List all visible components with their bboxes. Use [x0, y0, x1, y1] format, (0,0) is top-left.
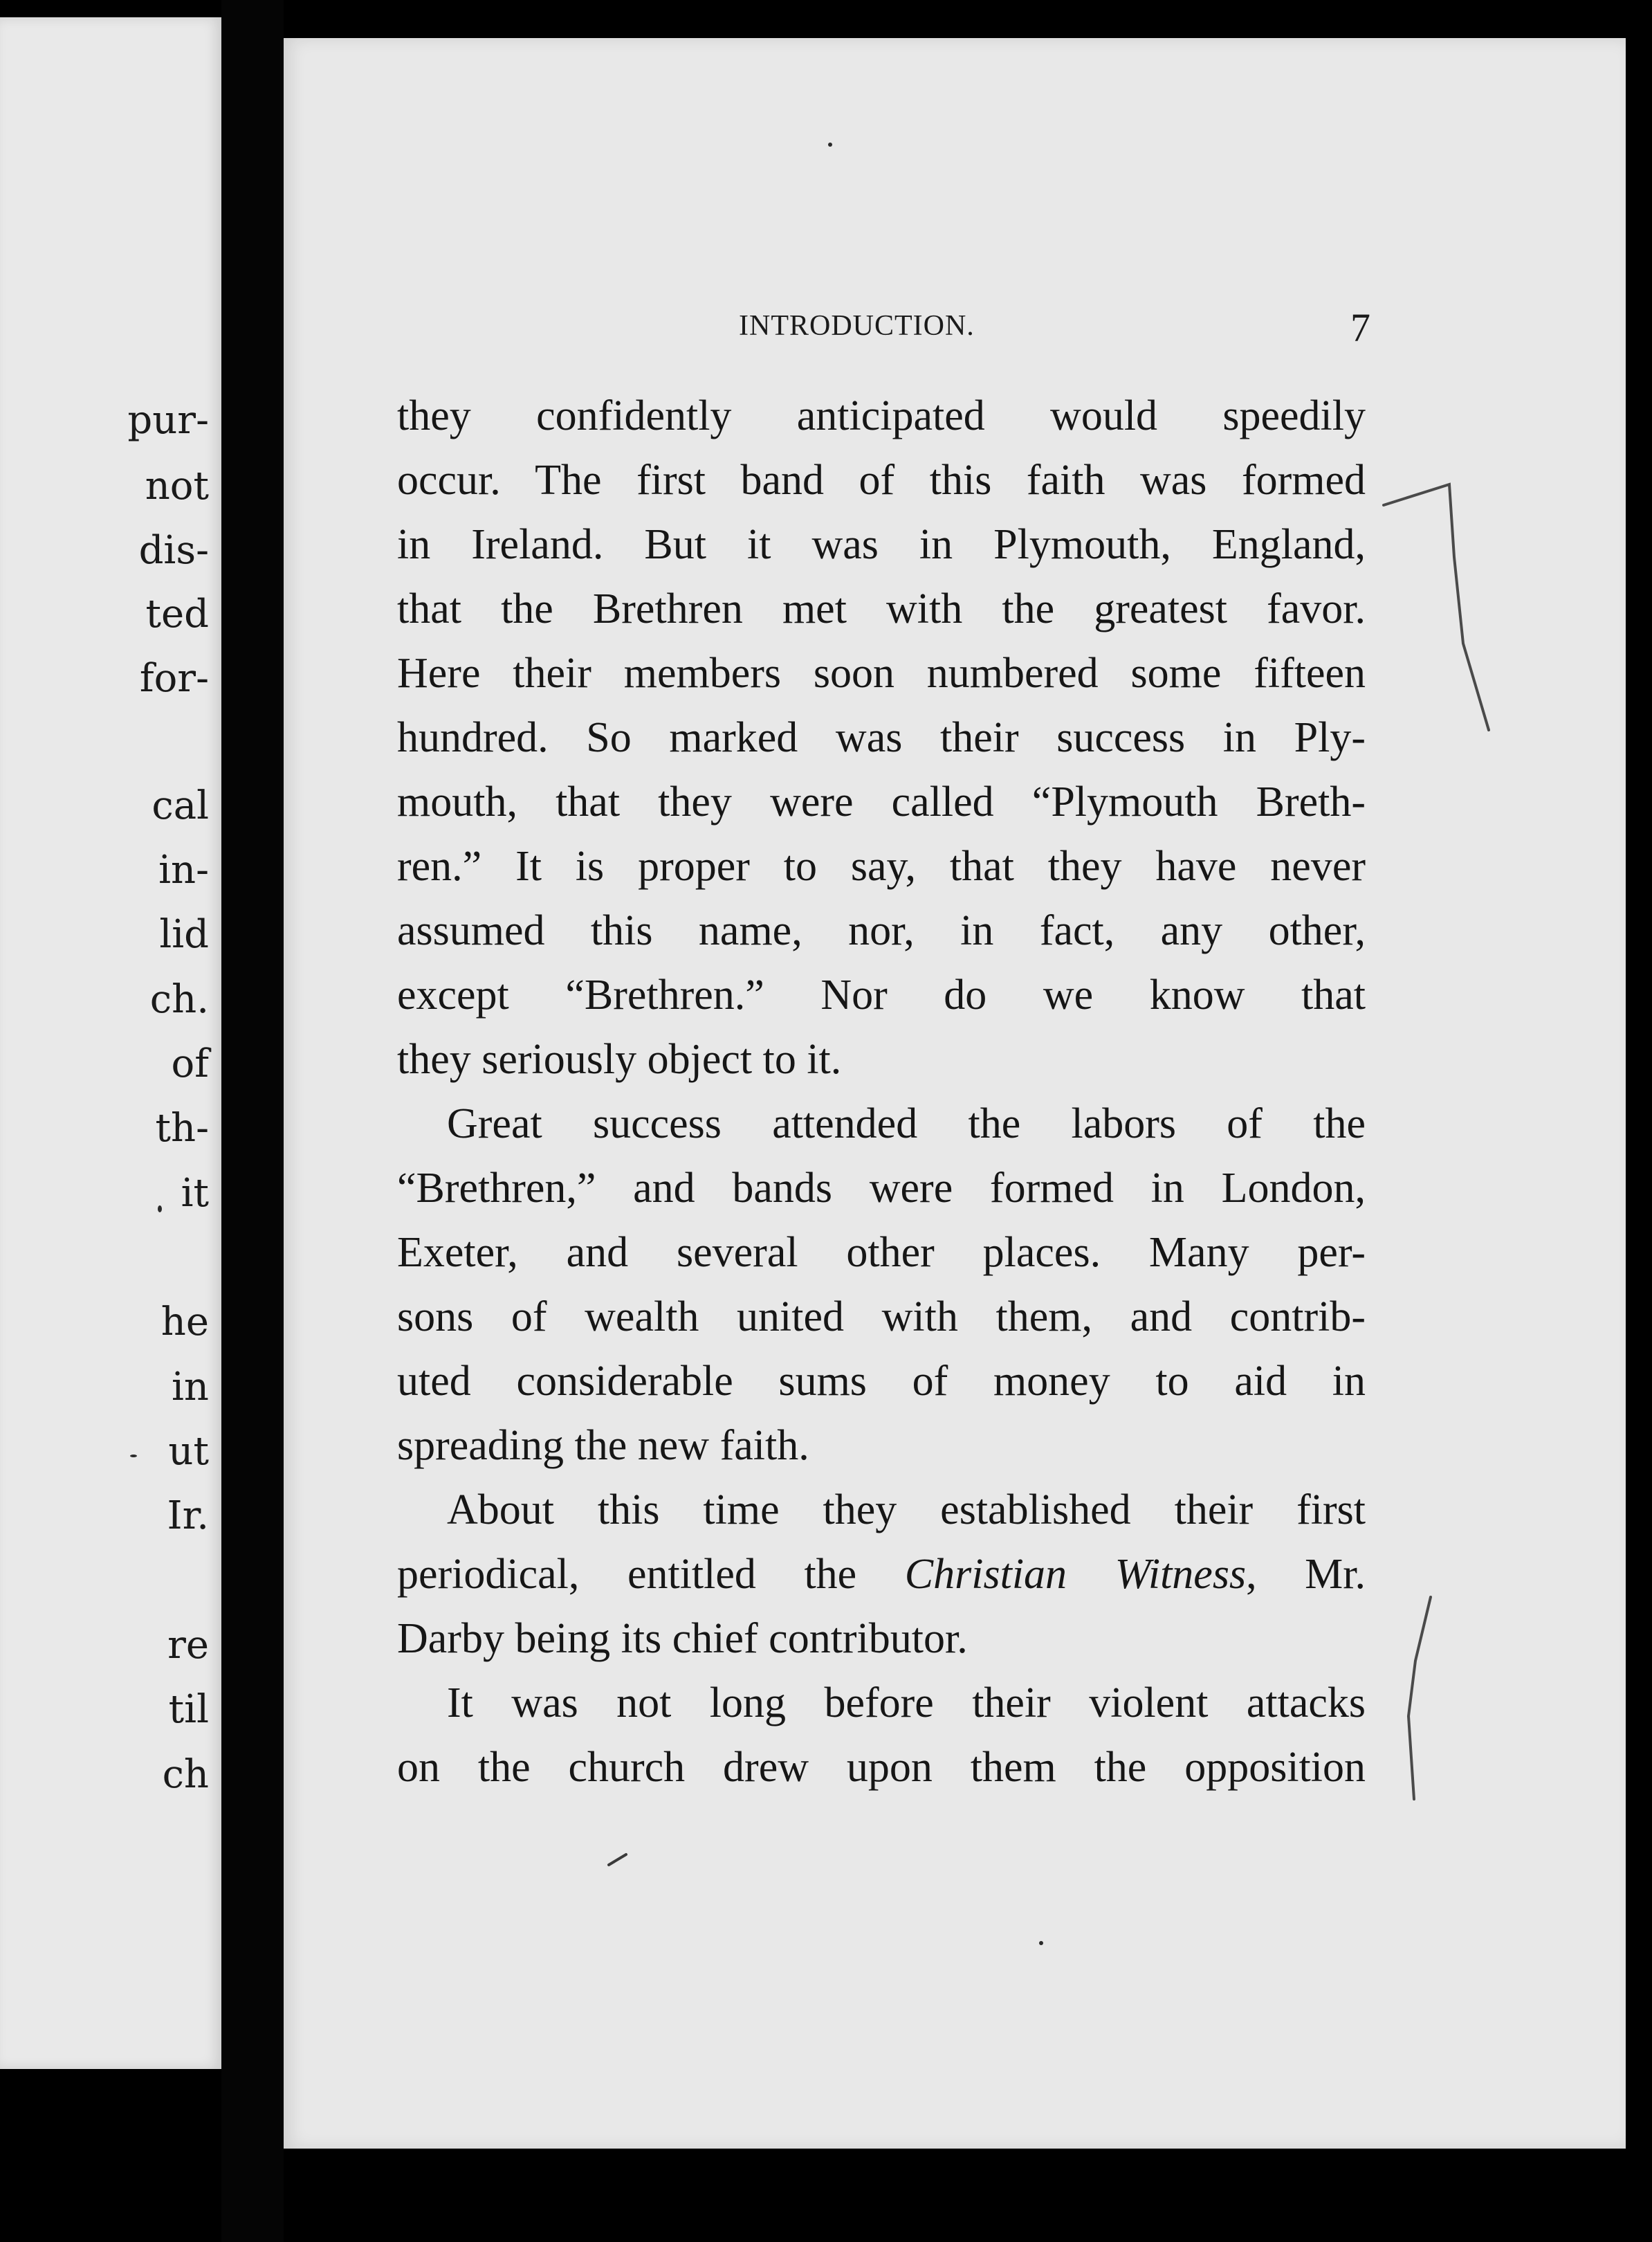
text-line: that the Brethren met with the greatest favor.	[397, 585, 1366, 632]
text-line: mouth, that they were called “Plymouth Breth-	[397, 778, 1366, 826]
text-line: ren.” It is proper to say, that they have never	[397, 843, 1366, 890]
left-page-fragment: th-	[155, 1106, 209, 1151]
text-line: “Brethren,” and bands were formed in London,	[397, 1165, 1366, 1212]
left-page-fragment: not	[145, 464, 209, 509]
paper-speck	[130, 1455, 137, 1457]
left-page-fragment: in-	[158, 848, 209, 893]
paper-speck	[828, 143, 832, 147]
paper-speck	[1039, 1941, 1043, 1945]
left-page-fragment: cal	[152, 783, 209, 828]
text-line: they seriously object to it.	[397, 1036, 842, 1083]
left-page-fragment: in	[172, 1365, 209, 1410]
text-line: sons of wealth united with them, and contrib-	[397, 1293, 1366, 1340]
text-line: except “Brethren.” Nor do we know that	[397, 972, 1366, 1019]
left-page-fragment: re	[167, 1623, 209, 1668]
left-page-fragment: ted	[145, 592, 209, 637]
text-line: It was not long before their violent attacks	[447, 1679, 1366, 1726]
text-line: uted considerable sums of money to aid in	[397, 1358, 1366, 1405]
paper-speck	[158, 1205, 162, 1212]
left-page-fragment: for-	[139, 656, 209, 701]
book-gutter	[221, 0, 284, 2242]
text-line: hundred. So marked was their success in Ply-	[397, 714, 1366, 761]
text-line	[397, 1553, 1366, 1596]
page-number: 7	[1350, 305, 1370, 350]
text-line: About this time they established their first	[447, 1486, 1366, 1533]
left-page-fragment: he	[160, 1300, 209, 1345]
left-page-fragment: ch	[162, 1752, 209, 1797]
left-page-fragment: ut	[168, 1429, 209, 1474]
left-page-fragment: ch.	[149, 977, 209, 1022]
left-page-fragment: of	[171, 1041, 209, 1086]
text-line: on the church drew upon them the opposition	[397, 1744, 1366, 1791]
left-facing-page	[0, 17, 221, 2069]
text-line: spreading the new faith.	[397, 1422, 809, 1469]
running-head: INTRODUCTION.	[739, 310, 975, 342]
periodical-title: Christian Witness	[904, 1551, 1247, 1598]
text-line: in Ireland. But it was in Plymouth, England,	[397, 521, 1366, 568]
text-line: Darby being its chief contributor.	[397, 1615, 968, 1662]
left-page-fragment: Ir.	[167, 1493, 209, 1538]
text-line: occur. The first band of this faith was formed	[397, 457, 1366, 504]
left-page-fragment: it	[181, 1171, 209, 1216]
text-segment: periodical, entitled the	[397, 1551, 905, 1598]
text-line: assumed this name, nor, in fact, any other,	[397, 907, 1366, 954]
left-page-fragment: til	[168, 1687, 209, 1732]
text-line: Great success attended the labors of the	[447, 1100, 1366, 1147]
left-page-fragment: lid	[159, 912, 209, 957]
left-page-fragment: dis-	[138, 528, 209, 573]
book-page	[284, 38, 1626, 2149]
text-line: they confidently anticipated would speedily	[397, 392, 1366, 439]
text-line: Exeter, and several other places. Many per-	[397, 1229, 1366, 1276]
text-segment: , Mr.	[1246, 1551, 1366, 1598]
left-page-fragment: pur-	[127, 398, 209, 443]
text-line: Here their members soon numbered some fifteen	[397, 650, 1366, 697]
